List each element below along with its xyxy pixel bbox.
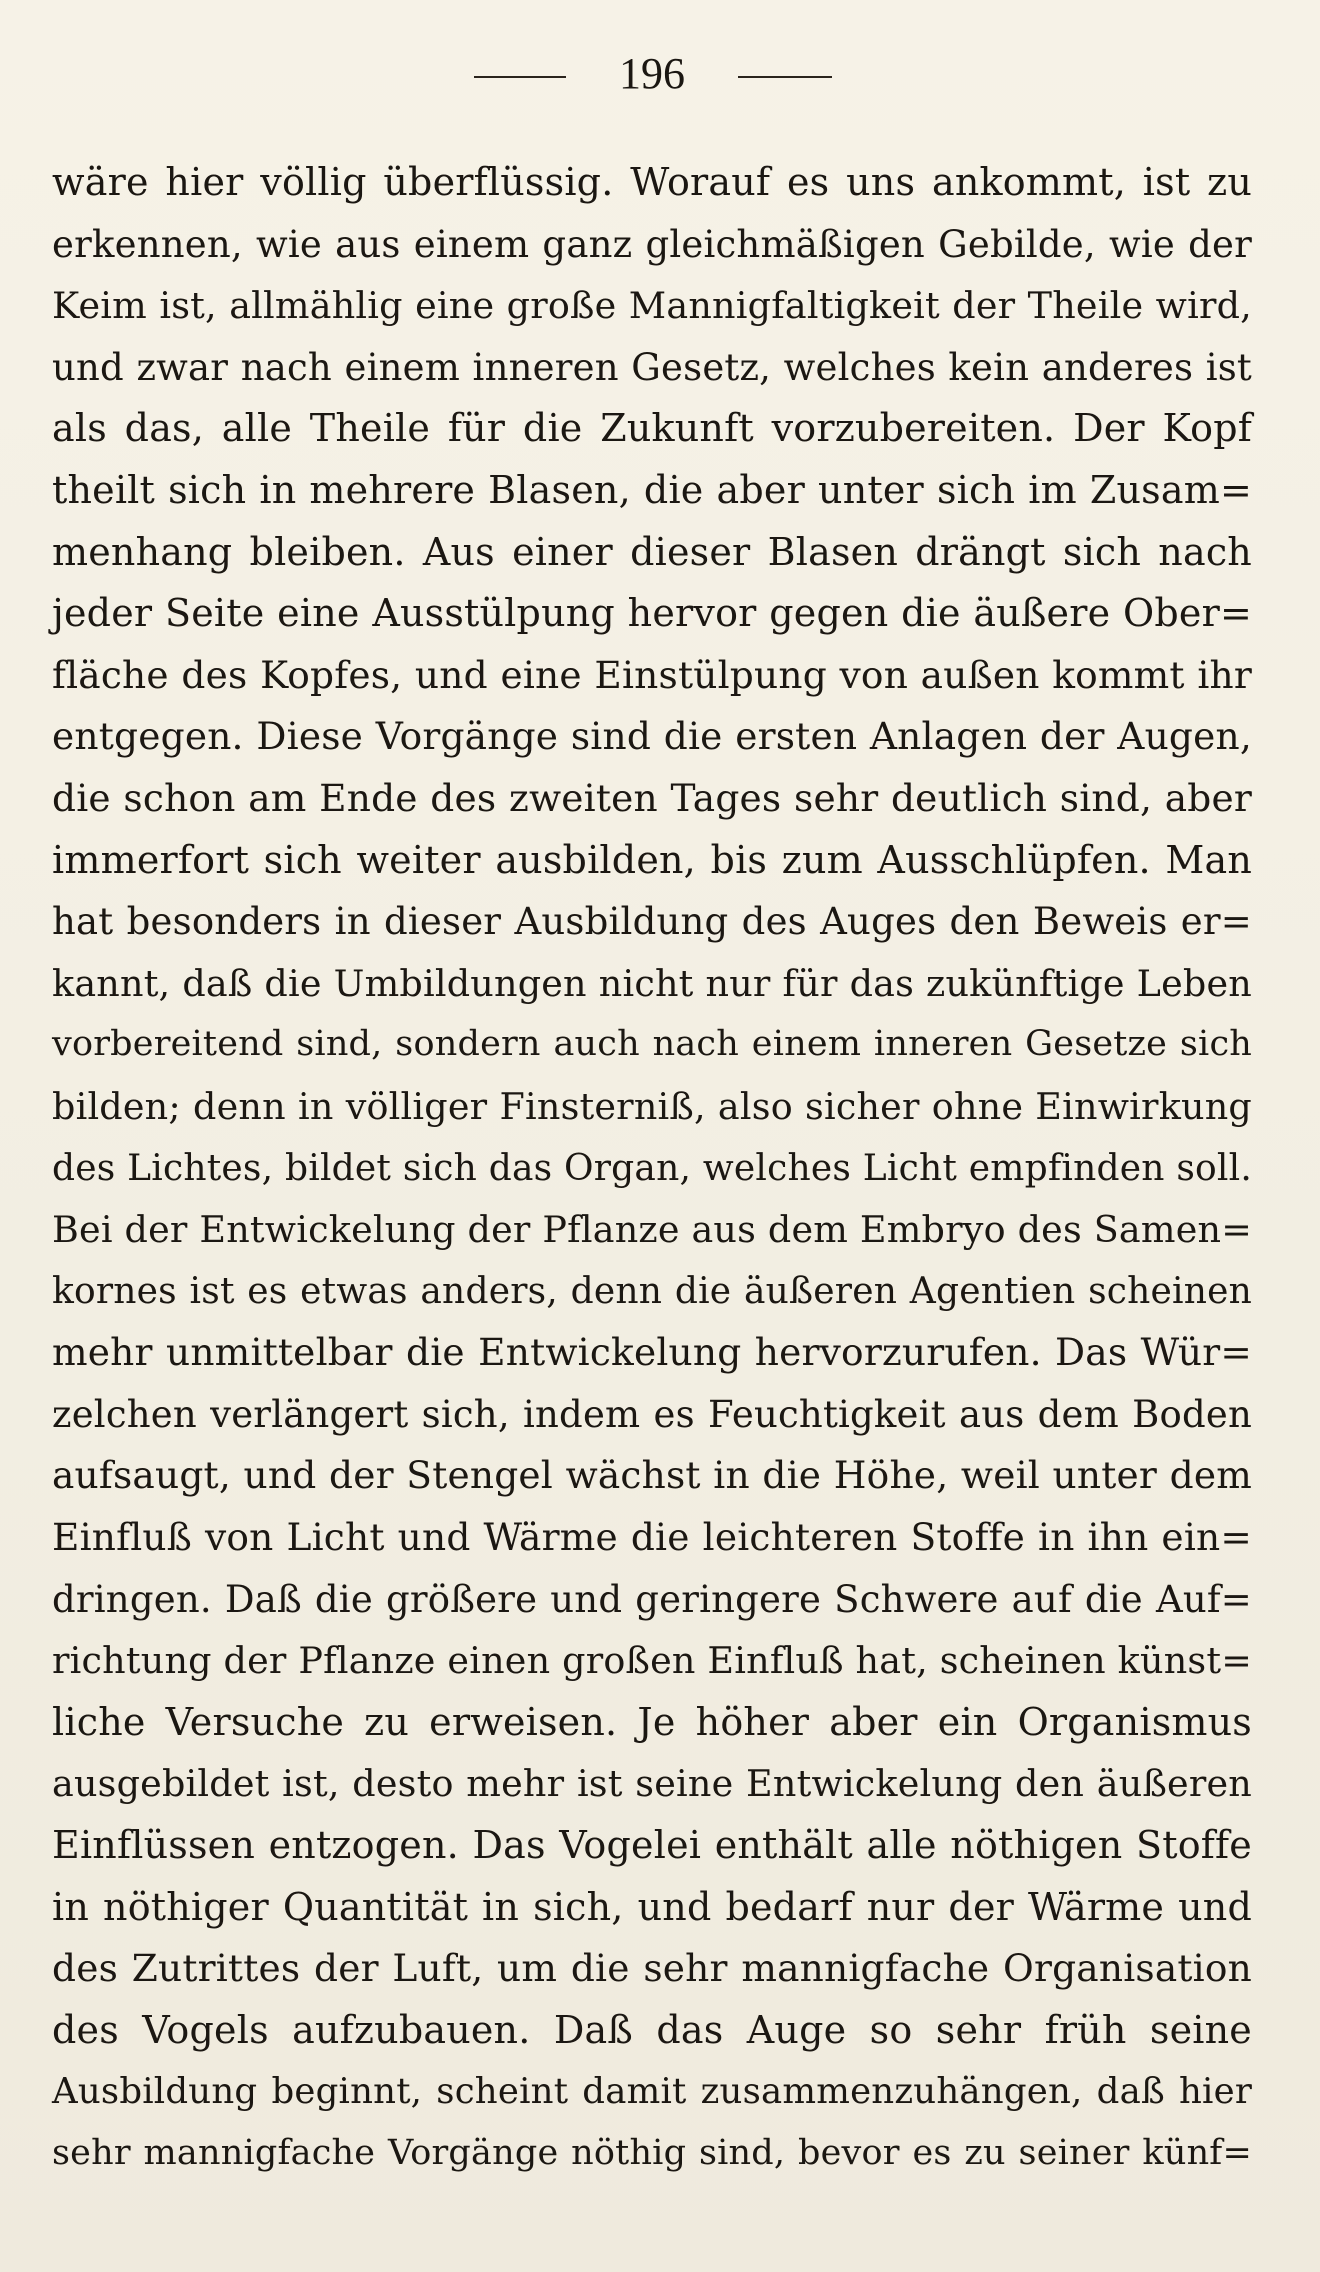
text-line: die schon am Ende des zweiten Tages sehr deutlich sind, aber: [52, 775, 1252, 820]
header-rule-left: [474, 76, 566, 78]
text-line: theilt sich in mehrere Blasen, die aber unter sich im Zusam=: [52, 467, 1252, 512]
text-line: bilden; denn in völliger Finsterniß, also sicher ohne Einwirkung: [52, 1084, 1252, 1128]
text-line: des Vogels aufzubauen. Daß das Auge so sehr früh seine: [52, 2007, 1252, 2052]
text-line: Einflüssen entzogen. Das Vogelei enthält alle nöthigen Stoffe: [52, 1823, 1252, 1868]
text-line: kannt, daß die Umbildungen nicht nur für das zukünftige Leben: [52, 961, 1252, 1005]
text-line: liche Versuche zu erweisen. Je höher aber ein Organismus: [52, 1699, 1252, 1744]
text-line: und zwar nach einem inneren Gesetz, welches kein anderes ist: [52, 345, 1252, 389]
text-line: jeder Seite eine Ausstülpung hervor gegen die äußere Ober=: [52, 591, 1252, 636]
text-line: Keim ist, allmählig eine große Mannigfaltigkeit der Theile wird,: [52, 284, 1252, 328]
text-line: kornes ist es etwas anders, denn die äußeren Agentien scheinen: [52, 1270, 1252, 1312]
page-header: [0, 44, 1320, 104]
text-line: entgegen. Diese Vorgänge sind die ersten Anlagen der Augen,: [52, 714, 1252, 759]
text-line: wäre hier völlig überflüssig. Worauf es uns ankommt, ist zu: [52, 160, 1252, 204]
text-line: sehr mannigfache Vorgänge nöthig sind, bevor es zu seiner künf=: [52, 2133, 1252, 2173]
text-line: richtung der Pflanze einen großen Einfluß hat, scheinen künst=: [52, 1639, 1252, 1683]
body-text: [52, 152, 1252, 2185]
text-line: ausgebildet ist, desto mehr ist seine Entwickelung den äußeren: [52, 1762, 1252, 1806]
text-line: dringen. Daß die größere und geringere Schwere auf die Auf=: [52, 1577, 1252, 1621]
text-line: des Zutrittes der Luft, um die sehr mannigfache Organisation: [52, 1946, 1252, 1991]
text-line: zelchen verlängert sich, indem es Feuchtigkeit aus dem Boden: [52, 1392, 1252, 1436]
text-line: hat besonders in dieser Ausbildung des Auges den Beweis er=: [52, 900, 1252, 944]
text-line: Ausbildung beginnt, scheint damit zusammenzuhängen, daß hier: [52, 2071, 1252, 2113]
text-line: als das, alle Theile für die Zukunft vorzubereiten. Der Kopf: [52, 406, 1252, 451]
text-line: Bei der Entwickelung der Pflanze aus dem Embryo des Samen=: [52, 1208, 1252, 1252]
text-line: Einfluß von Licht und Wärme die leichteren Stoffe in ihn ein=: [52, 1515, 1252, 1560]
page-number: 196: [619, 49, 685, 98]
text-line: vorbereitend sind, sondern auch nach einem inneren Gesetze sich: [52, 1024, 1252, 1065]
header-rule-right: [738, 76, 832, 78]
text-line: in nöthiger Quantität in sich, und bedarf nur der Wärme und: [52, 1884, 1252, 1929]
text-line: aufsaugt, und der Stengel wächst in die Höhe, weil unter dem: [52, 1453, 1252, 1498]
text-line: des Lichtes, bildet sich das Organ, welches Licht empfinden soll.: [52, 1147, 1252, 1189]
text-line: erkennen, wie aus einem ganz gleichmäßigen Gebilde, wie der: [52, 222, 1252, 266]
text-line: immerfort sich weiter ausbilden, bis zum Ausschlüpfen. Man: [52, 837, 1252, 882]
text-line: fläche des Kopfes, und eine Einstülpung von außen kommt ihr: [52, 652, 1252, 697]
text-line: mehr unmittelbar die Entwickelung hervorzurufen. Das Wür=: [52, 1330, 1252, 1375]
text-line: menhang bleiben. Aus einer dieser Blasen drängt sich nach: [52, 529, 1252, 574]
